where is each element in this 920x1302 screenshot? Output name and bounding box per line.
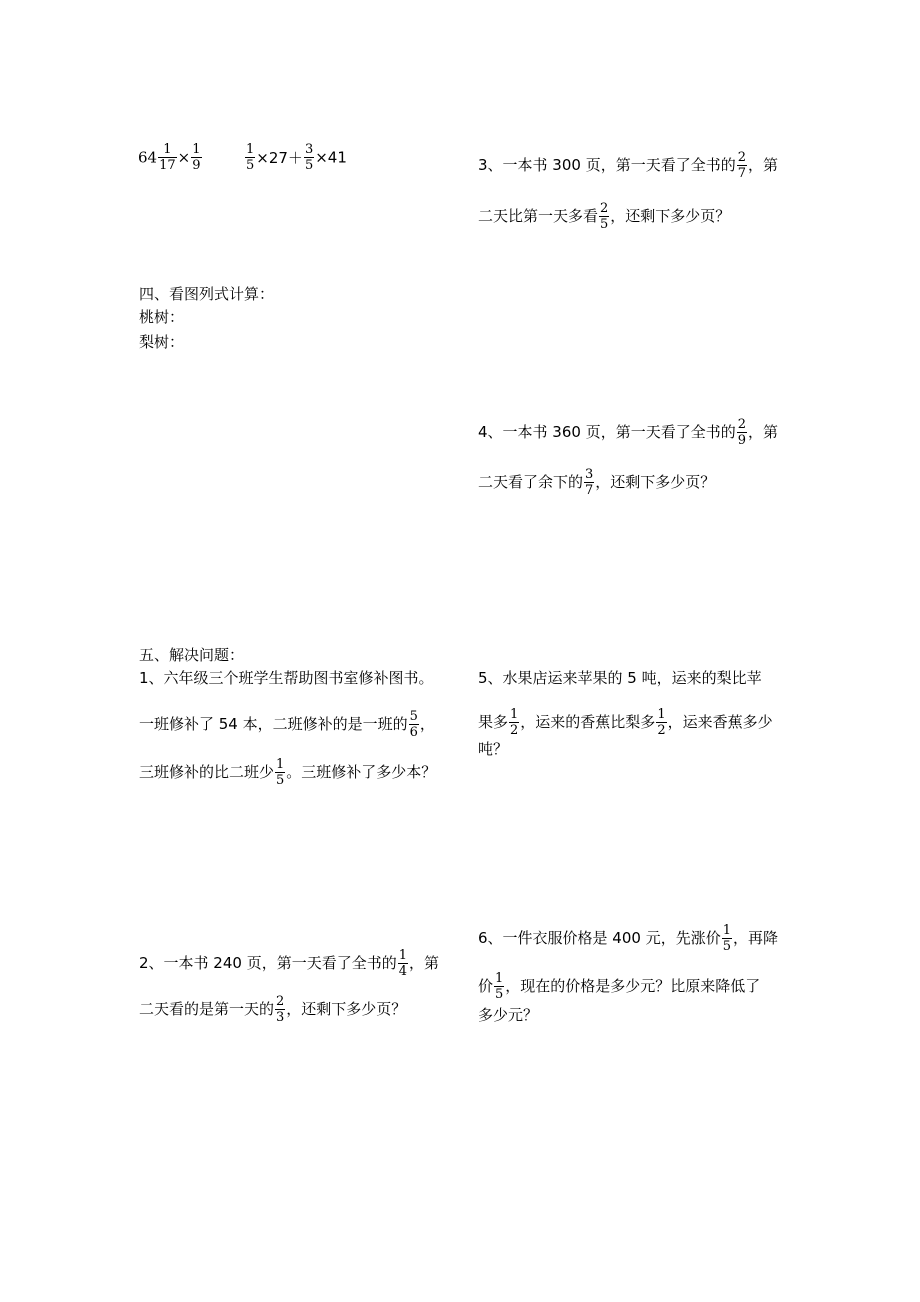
question-6-line-1: 6、一件衣服价格是 400 元，先涨价 $\frac{1}{5}$ ，再降 [478, 923, 779, 954]
question-1-line-3: 三班修补的比二班少 $\frac{1}{5}$ 。三班修补了多少本？ [139, 757, 437, 788]
fraction: $\frac{1}{9}$ [192, 142, 201, 173]
fraction: $\frac{1}{17}$ [159, 142, 176, 173]
question-6-line-3: 多少元？ [478, 1006, 539, 1024]
question-3-line-1: 3、一本书 300 页，第一天看了全书的 $\frac{2}{7}$ ，第 [478, 150, 779, 181]
fraction: $\frac{2}{3}$ [276, 994, 285, 1025]
fraction: $\frac{1}{2}$ [657, 707, 666, 738]
expression-text: ×41 [315, 148, 347, 167]
fraction: $\frac{2}{5}$ [600, 201, 609, 232]
fraction: $\frac{3}{7}$ [585, 467, 594, 498]
fraction: $\frac{5}{6}$ [409, 709, 418, 740]
question-1-line-1: 1、六年级三个班学生帮助图书室修补图书。 [139, 669, 434, 687]
whole-number: 64 [138, 148, 158, 167]
fraction: $\frac{1}{2}$ [510, 707, 519, 738]
question-2-line-1: 2、一本书 240 页，第一天看了全书的 $\frac{1}{4}$ ，第 [139, 948, 440, 979]
fraction: $\frac{1}{5}$ [276, 757, 285, 788]
calc-expression-1 [138, 142, 203, 173]
fraction: $\frac{2}{9}$ [737, 417, 746, 448]
operator: × [177, 148, 191, 167]
fraction: $\frac{3}{5}$ [304, 142, 314, 173]
peach-tree-label: 桃树： [139, 308, 185, 326]
fraction: $\frac{1}{5}$ [246, 142, 255, 173]
question-2-line-2: 二天看的是第一天的 $\frac{2}{3}$ ，还剩下多少页？ [139, 994, 407, 1025]
question-5-line-2: 果多 $\frac{1}{2}$ ，运来的香蕉比梨多 $\frac{1}{2}$ ，运来香蕉多少 [478, 707, 773, 738]
question-3-line-2: 二天比第一天多看 $\frac{2}{5}$ ，还剩下多少页？ [478, 201, 731, 232]
section-5-title: 五、解决问题： [139, 646, 245, 664]
section-4-title: 四、看图列式计算： [139, 285, 275, 303]
question-4-line-2: 二天看了余下的 $\frac{3}{7}$ ，还剩下多少页？ [478, 467, 716, 498]
fraction: $\frac{1}{5}$ [722, 923, 731, 954]
expression-text: ×27＋ [256, 149, 303, 167]
question-5-line-3: 吨？ [478, 740, 509, 758]
calc-expression-2 [244, 142, 347, 173]
question-4-line-1: 4、一本书 360 页，第一天看了全书的 $\frac{2}{9}$ ，第 [478, 417, 779, 448]
pear-tree-label: 梨树： [139, 333, 185, 351]
fraction: $\frac{2}{7}$ [737, 150, 746, 181]
question-1-line-2: 一班修补了 54 本，二班修补的是一班的 $\frac{5}{6}$ ， [139, 709, 435, 740]
fraction: $\frac{1}{4}$ [398, 948, 407, 979]
fraction: $\frac{1}{5}$ [495, 971, 504, 1002]
question-5-line-1: 5、水果店运来苹果的 5 吨，运来的梨比苹 [478, 669, 762, 687]
question-6-line-2: 价 $\frac{1}{5}$ ，现在的价格是多少元？比原来降低了 [478, 971, 761, 1002]
